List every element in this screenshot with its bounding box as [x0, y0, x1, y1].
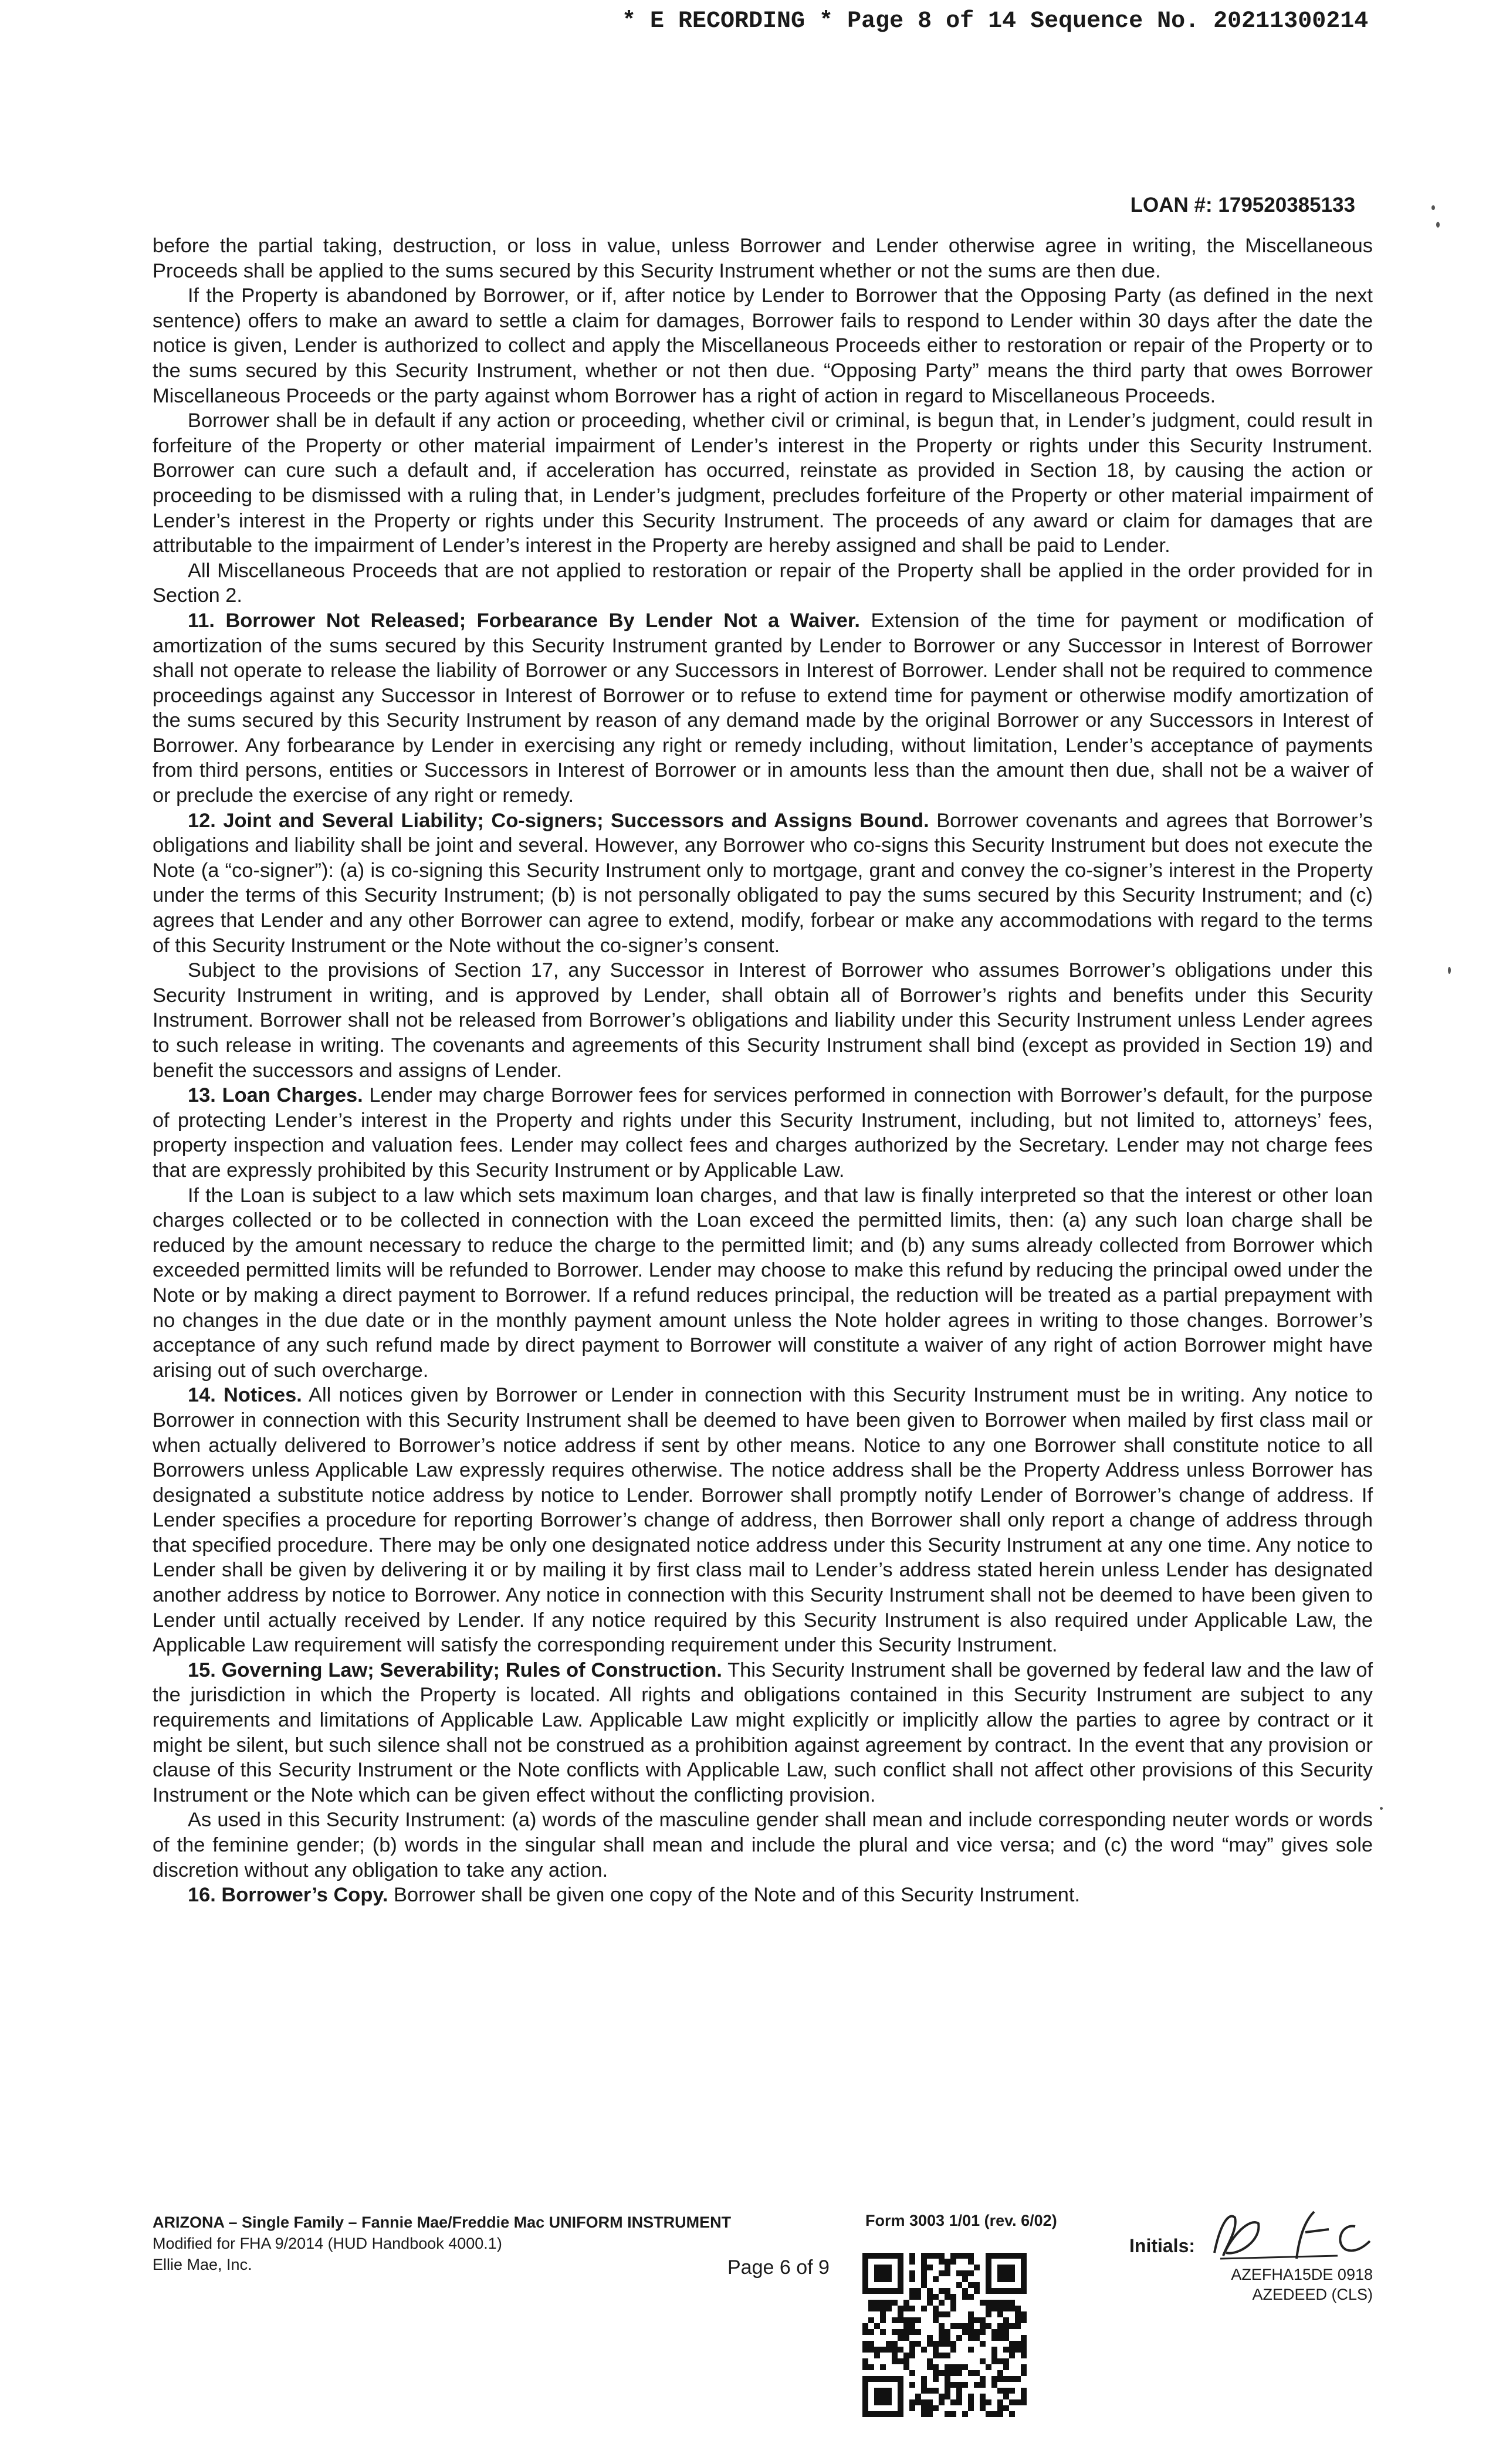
footer-fha-modified: Modified for FHA 9/2014 (HUD Handbook 4000.1)	[153, 2235, 502, 2252]
section-16	[153, 1883, 1373, 1908]
section-14	[153, 1383, 1373, 1658]
section-12-heading: 12. Joint and Several Liability; Co-signers; Successors and Assigns Bound.	[188, 809, 929, 832]
paragraph-misc-proceeds-continued: before the partial taking, destruction, or loss in value, unless Borrower and Lender otherwise agree in writing, the Miscellaneous Proceeds shall be applied to the sums secured by this Security Instrument whether or not the sums are then due.	[153, 235, 1373, 282]
scan-speck	[1436, 222, 1440, 228]
recording-stamp: * E RECORDING * Page 8 of 14 Sequence No. 20211300214	[622, 8, 1369, 35]
section-13-heading: 13. Loan Charges.	[188, 1084, 363, 1107]
loan-number	[1131, 194, 1355, 217]
section-16-heading: 16. Borrower’s Copy.	[188, 1884, 388, 1907]
qr-code-icon	[862, 2253, 1027, 2417]
footer-page-number: Page 6 of 9	[727, 2256, 830, 2279]
paragraph-abandoned-property: If the Property is abandoned by Borrower, or if, after notice by Lender to Borrower that the Opposing Party (as defined in the next sentence) offers to make an award to settle a claim for damages, Borrower fails to respond to Lender within 30 days after the date the notice is given, Lender is authorized to collect and apply the Miscellaneous Proceeds either to restoration or repair of the Property or to the sums secured by this Security Instrument, whether or not then due. “Opposing Party” means the third party that owes Borrower Miscellaneous Proceeds or the party against whom Borrower has a right of action in regard to Miscellaneous Proceeds.	[153, 285, 1373, 407]
section-16-text: Borrower shall be given one copy of the Note and of this Security Instrument.	[388, 1884, 1080, 1907]
section-11	[153, 608, 1373, 808]
footer-code-2: AZEDEED (CLS)	[1252, 2286, 1373, 2303]
section-13	[153, 1083, 1373, 1183]
footer-document-codes	[1231, 2265, 1373, 2304]
loan-number-label: LOAN #:	[1130, 194, 1213, 216]
paragraph-successor-in-interest: Subject to the provisions of Section 17, any Successor in Interest of Borrower who assumes Borrower’s obligations under this Security Instrument in writing, and is approved by Lender, shall obtain all of Borrower’s rights and benefits under this Security Instrument. Borrower shall not be released from Borrower’s obligations and liability under this Security Instrument unless Lender agrees to such release in writing. The covenants and agreements of this Security Instrument shall bind (except as provided in Section 19) and benefit the successors and assigns of Lender.	[153, 959, 1373, 1082]
page-footer	[153, 2212, 1373, 2364]
scan-speck	[1380, 1807, 1383, 1810]
loan-number-value: 179520385133	[1218, 194, 1355, 216]
paragraph-default-action: Borrower shall be in default if any action or proceeding, whether civil or criminal, is begun that, in Lender’s judgment, could result in forfeiture of the Property or other material impairment of Lender’s interest in the Property or rights under this Security Instrument. Borrower can cure such a default and, if acceleration has occurred, reinstate as provided in Section 18, by causing the action or proceeding to be dismissed with a ruling that, in Lender’s judgment, precludes forfeiture of the Property or other material impairment of Lender’s interest in the Property or rights under this Security Instrument. The proceeds of any award or claim for damages that are attributable to the impairment of Lender’s interest in the Property are hereby assigned and shall be paid to Lender.	[153, 409, 1373, 557]
scan-speck	[1431, 205, 1435, 210]
section-11-text: Extension of the time for payment or modification of amortization of the sums secured by this Security Instrument granted by Lender to Borrower or any Successor in Interest of Borrower shall not operate to release the liability of Borrower or any Successors in Interest of Borrower. Lender shall not be required to commence proceedings against any Successor in Interest of Borrower or to refuse to extend time for payment or otherwise modify amortization of the sums secured by this Security Instrument by reason of any demand made by the original Borrower or any Successors in Interest of Borrower. Any forbearance by Lender in exercising any right or remedy including, without limitation, Lender’s acceptance of payments from third persons, entities or Successors in Interest of Borrower or in amounts less than the amount then due, shall not be a waiver of or preclude the exercise of any right or remedy.	[153, 609, 1373, 807]
section-12	[153, 808, 1373, 959]
section-15	[153, 1658, 1373, 1808]
footer-instrument-title: ARIZONA – Single Family – Fannie Mae/Freddie Mac UNIFORM INSTRUMENT	[153, 2213, 732, 2231]
footer-form-number: Form 3003 1/01 (rev. 6/02)	[865, 2212, 1057, 2229]
section-12-text: Borrower covenants and agrees that Borrower’s obligations and liability shall be joint and several. However, any Borrower who co-signs this Security Instrument but does not execute the Note (a “co-signer”): (a) is co-signing this Security Instrument only to mortgage, grant and convey the co-signer’s interest in the Property under the terms of this Security Instrument; (b) is not personally obligated to pay the sums secured by this Security Instrument; and (c) agrees that Lender and any other Borrower can agree to extend, modify, forbear or make any accommodations with regard to the terms of this Security Instrument or the Note without the co-signer’s consent.	[153, 809, 1373, 957]
section-13-text: Lender may charge Borrower fees for services performed in connection with Borrower’s default, for the purpose of protecting Lender’s interest in the Property and rights under this Security Instrument, including, but not limited to, attorneys’ fees, property inspection and valuation fees. Lender may collect fees and charges authorized by the Secretary. Lender may not charge fees that are expressly prohibited by this Security Instrument or by Applicable Law.	[153, 1084, 1373, 1182]
footer-code-1: AZEFHA15DE 0918	[1231, 2266, 1373, 2283]
footer-publisher: Ellie Mae, Inc.	[153, 2256, 252, 2273]
paragraph-gender-construction: As used in this Security Instrument: (a) words of the masculine gender shall mean and include corresponding neuter words or words of the feminine gender; (b) words in the singular shall mean and include the plural and vice versa; and (c) the word “may” gives sole discretion without any obligation to take any action.	[153, 1809, 1373, 1881]
document-body	[153, 233, 1373, 1908]
section-14-heading: 14. Notices.	[188, 1384, 302, 1407]
scan-speck	[1448, 967, 1451, 974]
section-15-text: This Security Instrument shall be governed by federal law and the law of the jurisdiction in which the Property is located. All rights and obligations contained in this Security Instrument are subject to any requirements and limitations of Applicable Law. Applicable Law might explicitly or implicitly allow the parties to agree by contract or it might be silent, but such silence shall not be construed as a prohibition against agreement by contract. In the event that any provision or clause of this Security Instrument or the Note conflicts with Applicable Law, such conflict shall not affect other provisions of this Security Instrument or the Note which can be given effect without the conflicting provision.	[153, 1659, 1373, 1806]
section-14-text: All notices given by Borrower or Lender in connection with this Security Instrument must be in writing. Any notice to Borrower in connection with this Security Instrument shall be deemed to have been given to Borrower when mailed by first class mail or when actually delivered to Borrower’s notice address if sent by other means. Notice to any one Borrower shall constitute notice to all Borrowers unless Applicable Law expressly requires otherwise. The notice address shall be the Property Address unless Borrower has designated a substitute notice address by notice to Lender. Borrower shall promptly notify Lender of Borrower’s change of address. If Lender specifies a procedure for reporting Borrower’s change of address, then Borrower shall only report a change of address through that specified procedure. There may be only one designated notice address under this Security Instrument at any one time. Any notice to Lender shall be given by delivering it or by mailing it by first class mail to Lender’s address stated herein unless Lender has designated another address by notice to Borrower. Any notice in connection with this Security Instrument shall not be deemed to have been given to Lender until actually received by Lender. If any notice required by this Security Instrument is also required under Applicable Law, the Applicable Law requirement will satisfy the corresponding requirement under this Security Instrument.	[153, 1384, 1373, 1657]
paragraph-loan-charge-limits: If the Loan is subject to a law which sets maximum loan charges, and that law is finally interpreted so that the interest or other loan charges collected or to be collected in connection with the Loan exceed the permitted limits, then: (a) any such loan charge shall be reduced by the amount necessary to reduce the charge to the permitted limit; and (b) any sums already collected from Borrower which exceeded permitted limits will be refunded to Borrower. Lender may choose to make this refund by reducing the principal owed under the Note or by making a direct payment to Borrower. If a refund reduces principal, the reduction will be treated as a partial prepayment with no changes in the due date or in the monthly payment amount unless the Note holder agrees in writing to those changes. Borrower’s acceptance of any such refund made by direct payment to Borrower will constitute a waiver of any right of action Borrower might have arising out of such overcharge.	[153, 1184, 1373, 1382]
footer-initials-label: Initials:	[1129, 2235, 1196, 2256]
section-15-heading: 15. Governing Law; Severability; Rules of Construction.	[188, 1659, 722, 1681]
section-11-heading: 11. Borrower Not Released; Forbearance By Lender Not a Waiver.	[188, 609, 860, 632]
footer-form-info	[153, 2212, 731, 2275]
paragraph-misc-proceeds-order: All Miscellaneous Proceeds that are not applied to restoration or repair of the Property shall be applied in the order provided for in Section 2.	[153, 559, 1373, 607]
